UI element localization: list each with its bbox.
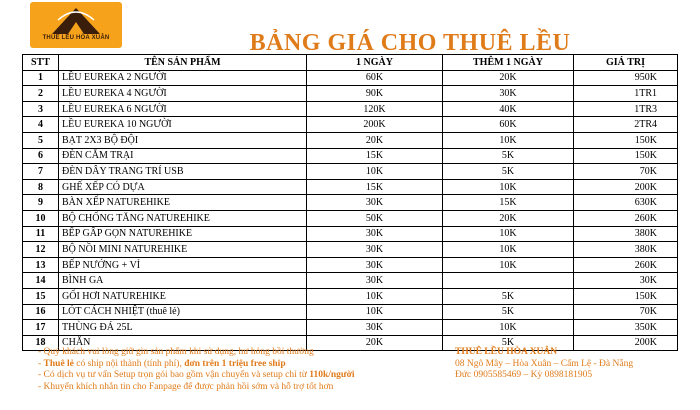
row-value: 380K (574, 226, 678, 242)
row-product-name: BÀN XẾP NATUREHIKE (59, 195, 307, 211)
row-one-day-price: 30K (307, 320, 443, 336)
row-extra-day-price: 20K (443, 70, 574, 86)
row-value: 950K (574, 70, 678, 86)
row-product-name: GHẾ XẾP CÓ DỰA (59, 179, 307, 195)
row-one-day-price: 10K (307, 288, 443, 304)
row-one-day-price: 90K (307, 86, 443, 102)
table-row (23, 320, 678, 336)
table-row (23, 273, 678, 289)
table-row (23, 257, 678, 273)
row-value: 150K (574, 148, 678, 164)
table-row (23, 164, 678, 180)
row-one-day-price: 30K (307, 257, 443, 273)
row-product-name: BỘ CHỐNG TĂNG NATUREHIKE (59, 210, 307, 226)
row-product-name: GỐI HƠI NATUREHIKE (59, 288, 307, 304)
row-extra-day-price: 10K (443, 226, 574, 242)
row-product-name: ĐÈN DÂY TRANG TRÍ USB (59, 164, 307, 180)
row-extra-day-price: 10K (443, 242, 574, 258)
row-stt: 16 (23, 304, 59, 320)
row-product-name: LÓT CÁCH NHIỆT (thuê lẻ) (59, 304, 307, 320)
row-value: 2TR4 (574, 117, 678, 133)
row-value: 1TR3 (574, 101, 678, 117)
note-text: Có dịch vụ tư vấn Setup trọn gói bao gồm vận chuyển và setup chỉ từ (43, 370, 310, 380)
table-row (23, 148, 678, 164)
table-row (23, 86, 678, 102)
row-value: 150K (574, 132, 678, 148)
row-one-day-price: 15K (307, 148, 443, 164)
row-extra-day-price: 5K (443, 164, 574, 180)
table-row (23, 132, 678, 148)
row-extra-day-price: 15K (443, 195, 574, 211)
row-stt: 12 (23, 242, 59, 258)
row-stt: 1 (23, 70, 59, 86)
row-product-name: BÌNH GA (59, 273, 307, 289)
row-product-name: LỀU EUREKA 6 NGƯỜI (59, 101, 307, 117)
note-line (38, 359, 458, 371)
row-value: 150K (574, 288, 678, 304)
table-row (23, 70, 678, 86)
row-product-name: THÙNG ĐÁ 25L (59, 320, 307, 336)
row-value: 260K (574, 210, 678, 226)
row-stt: 10 (23, 210, 59, 226)
row-one-day-price: 30K (307, 273, 443, 289)
header-product-name: TÊN SẢN PHẨM (59, 55, 307, 71)
row-stt: 7 (23, 164, 59, 180)
table-row (23, 226, 678, 242)
row-one-day-price: 10K (307, 164, 443, 180)
row-value: 70K (574, 304, 678, 320)
row-extra-day-price: 40K (443, 101, 574, 117)
row-one-day-price: 120K (307, 101, 443, 117)
row-product-name: BẠT 2X3 BỘ ĐỘI (59, 132, 307, 148)
row-one-day-price: 50K (307, 210, 443, 226)
note-text-bold: Thuê lẻ (43, 358, 74, 369)
note-text: Khuyến khích nhắn tin cho Fanpage để được phản hồi sớm và hỗ trợ tốt hơn (43, 381, 334, 392)
note-bullet: - (38, 370, 44, 380)
row-extra-day-price: 5K (443, 335, 574, 351)
note-bullet: - (38, 358, 44, 369)
logo-text: THUÊ LỀU HÒA XUÂN (42, 35, 110, 41)
table-row (23, 288, 678, 304)
row-stt: 4 (23, 117, 59, 133)
row-extra-day-price: 10K (443, 132, 574, 148)
row-stt: 3 (23, 101, 59, 117)
page-title: BẢNG GIÁ CHO THUÊ LỀU (249, 30, 571, 56)
row-value: 70K (574, 164, 678, 180)
table-row (23, 117, 678, 133)
row-extra-day-price: 10K (443, 257, 574, 273)
row-stt: 14 (23, 273, 59, 289)
row-stt: 9 (23, 195, 59, 211)
header-value: GIÁ TRỊ (574, 55, 678, 71)
header-one-day: 1 NGÀY (307, 55, 443, 71)
row-extra-day-price: 30K (443, 86, 574, 102)
table-row (23, 242, 678, 258)
row-one-day-price: 30K (307, 226, 443, 242)
note-line (38, 347, 458, 359)
row-stt: 5 (23, 132, 59, 148)
row-extra-day-price: 20K (443, 210, 574, 226)
row-value: 200K (574, 179, 678, 195)
notes-block (38, 347, 458, 393)
table-row (23, 210, 678, 226)
row-stt: 2 (23, 86, 59, 102)
row-extra-day-price: 60K (443, 117, 574, 133)
table-row (23, 179, 678, 195)
shop-name: THUÊ LỀU HÒA XUÂN (455, 347, 558, 357)
shop-info (455, 347, 695, 382)
row-product-name: LỀU EUREKA 4 NGƯỜI (59, 86, 307, 102)
note-line (38, 370, 458, 382)
row-stt: 15 (23, 288, 59, 304)
tent-logo-icon (30, 2, 122, 48)
row-product-name: BỘ NỒI MINI NATUREHIKE (59, 242, 307, 258)
row-value: 200K (574, 335, 678, 351)
row-stt: 17 (23, 320, 59, 336)
row-extra-day-price (443, 273, 574, 289)
note-text: Quý khách vui lòng giữ gìn sản phẩm khi sử dụng, hư hỏng bồi thường (43, 347, 314, 357)
row-one-day-price: 15K (307, 179, 443, 195)
price-table (22, 54, 678, 351)
shop-phones: Đức 0905585469 – Kỳ 0898181905 (455, 370, 593, 380)
row-product-name: LỀU EUREKA 2 NGƯỜI (59, 70, 307, 86)
row-value: 1TR1 (574, 86, 678, 102)
row-value: 630K (574, 195, 678, 211)
table-row (23, 195, 678, 211)
row-stt: 11 (23, 226, 59, 242)
note-bullet: - (38, 381, 44, 392)
note-text: có ship nội thành (tính phí), (73, 358, 185, 369)
row-extra-day-price: 10K (443, 320, 574, 336)
row-extra-day-price: 5K (443, 148, 574, 164)
row-product-name: BẾP NƯỚNG + VỈ (59, 257, 307, 273)
row-one-day-price: 60K (307, 70, 443, 86)
shop-address: 08 Ngô Mây – Hòa Xuân – Cẩm Lệ - Đà Nẵng (455, 358, 634, 369)
row-product-name: ĐÈN CẮM TRẠI (59, 148, 307, 164)
row-one-day-price: 30K (307, 242, 443, 258)
row-stt: 8 (23, 179, 59, 195)
row-value: 350K (574, 320, 678, 336)
row-extra-day-price: 5K (443, 288, 574, 304)
row-extra-day-price: 5K (443, 304, 574, 320)
row-value: 30K (574, 273, 678, 289)
brand-logo (30, 2, 122, 48)
row-one-day-price: 20K (307, 132, 443, 148)
row-product-name: BẾP GẤP GỌN NATUREHIKE (59, 226, 307, 242)
note-line (38, 382, 458, 394)
note-text-bold: đơn trên 1 triệu free ship (184, 358, 286, 369)
header-extra-day: THÊM 1 NGÀY (443, 55, 574, 71)
row-stt: 18 (23, 335, 59, 351)
table-row (23, 304, 678, 320)
note-bullet: - (38, 347, 44, 357)
header-stt: STT (23, 55, 59, 71)
note-text-bold: 110k/người (309, 370, 355, 380)
table-row (23, 101, 678, 117)
row-one-day-price: 10K (307, 304, 443, 320)
row-stt: 6 (23, 148, 59, 164)
table-header-row (23, 55, 678, 71)
row-product-name: LỀU EUREKA 10 NGƯỜI (59, 117, 307, 133)
row-one-day-price: 30K (307, 195, 443, 211)
row-value: 380K (574, 242, 678, 258)
row-product-name: CHĂN (59, 335, 307, 351)
row-value: 260K (574, 257, 678, 273)
row-one-day-price: 200K (307, 117, 443, 133)
row-extra-day-price: 10K (443, 179, 574, 195)
row-stt: 13 (23, 257, 59, 273)
row-one-day-price: 20K (307, 335, 443, 351)
